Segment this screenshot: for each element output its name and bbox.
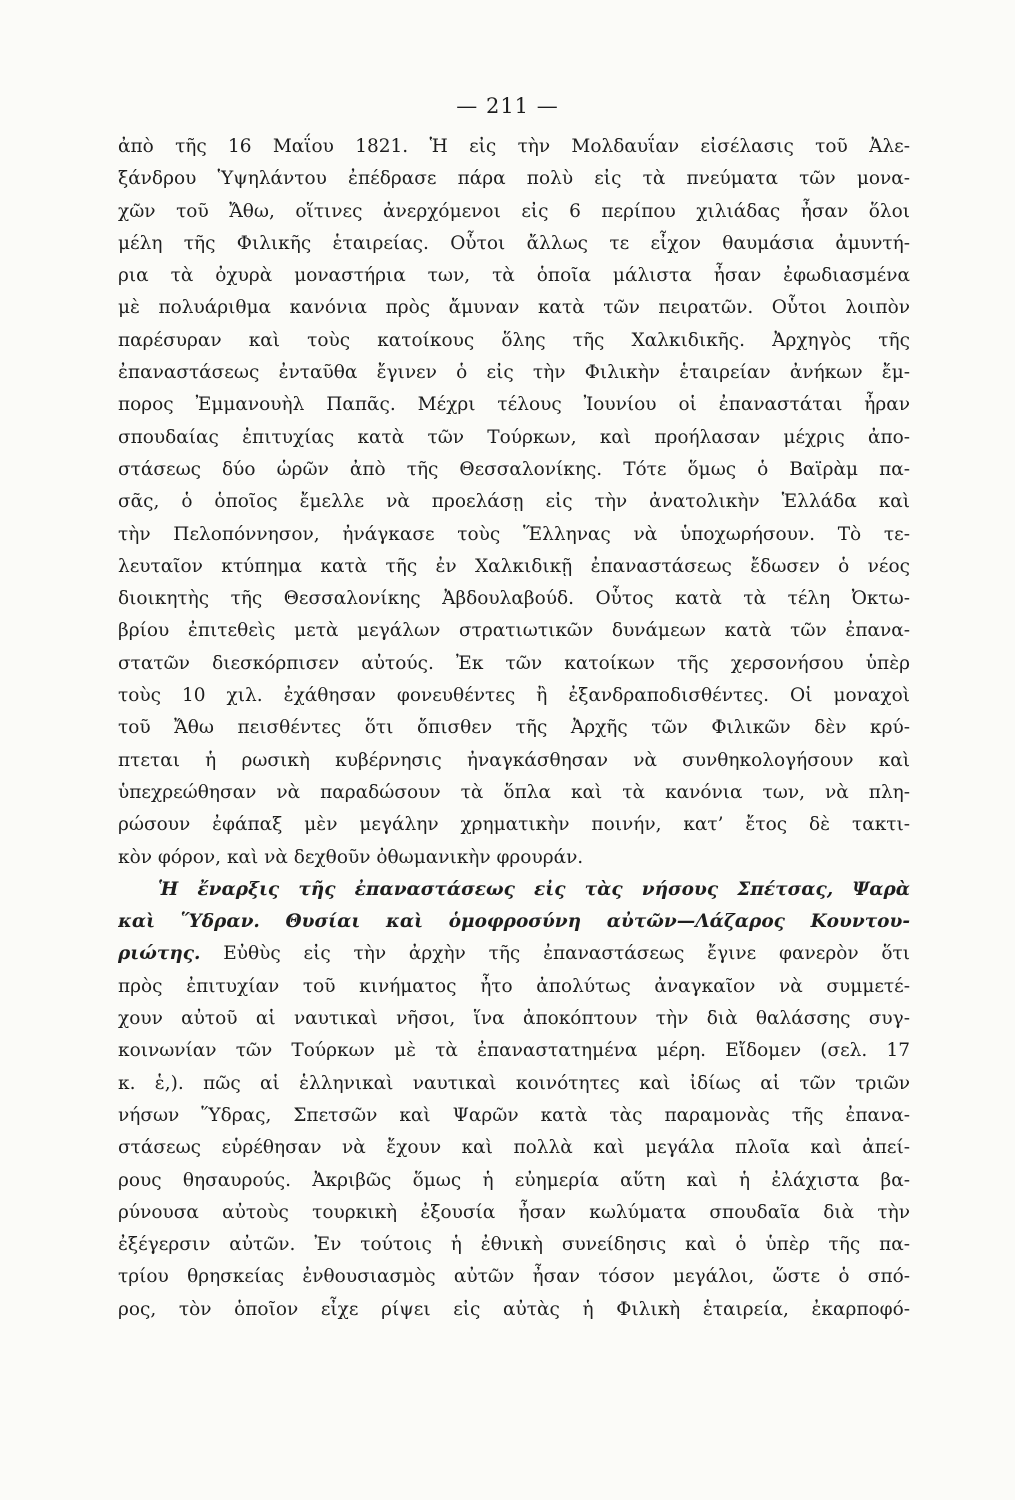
text-line: στάσεως δύο ὡρῶν ἀπὸ τῆς Θεσσαλονίκης. Τότε ὅμως ὁ Βαϊρὰμ πα- (118, 458, 910, 480)
page-number: — 211 — (456, 94, 559, 118)
text-line: ξάνδρου Ὑψηλάντου ἐπέδρασε πάρα πολὺ εἰς τὰ πνεύματα τῶν μονα- (118, 168, 910, 190)
text-line: σπουδαίας ἐπιτυχίας κατὰ τῶν Τούρκων, καὶ προήλασαν μέχρις ἀπο- (118, 426, 910, 448)
text-line: νήσων Ὕδρας, Σπετσῶν καὶ Ψαρῶν κατὰ τὰς παραμονὰς τῆς ἐπανα- (118, 1104, 910, 1126)
text-line: ρος, τὸν ὁποῖον εἶχε ρίψει εἰς αὐτὰς ἡ Φιλικὴ ἑταιρεία, ἐκαρποφό- (118, 1298, 910, 1320)
text-line: κὸν φόρον, καὶ νὰ δεχθοῦν ὀθωμανικὴν φρουράν. (118, 846, 584, 868)
text-line: τοὺς 10 χιλ. ἐχάθησαν φονευθέντες ἢ ἐξανδραποδισθέντες. Οἱ μοναχοὶ (118, 685, 910, 707)
text-line: ἀπὸ τῆς 16 Μαΐου 1821. Ἡ εἰς τὴν Μολδαυΐαν εἰσέλασις τοῦ Ἀλε- (118, 136, 910, 157)
text-line: διοικητὴς τῆς Θεσσαλονίκης Ἀβδουλαβούδ. Οὗτος κατὰ τὰ τέλη Ὀκτω- (118, 588, 910, 610)
paragraph-1 (118, 131, 910, 874)
section-heading: καὶ Ὕδραν. Θυσίαι καὶ ὁμοφροσύνη αὐτῶν—Λάζαρος Κουντου- (118, 911, 910, 933)
text-line: ἐξέγερσιν αὐτῶν. Ἐν τούτοις ἡ ἐθνικὴ συνείδησις καὶ ὁ ὑπὲρ τῆς πα- (118, 1234, 910, 1256)
text-line: λευταῖον κτύπημα κατὰ τῆς ἐν Χαλκιδικῇ ἐπαναστάσεως ἔδωσεν ὁ νέος (118, 555, 910, 577)
text-line: σᾶς, ὁ ὁποῖος ἔμελλε νὰ προελάσῃ εἰς τὴν ἀνατολικὴν Ἑλλάδα καὶ (118, 491, 910, 513)
text-line: ὑπεχρεώθησαν νὰ παραδώσουν τὰ ὅπλα καὶ τὰ κανόνια των, νὰ πλη- (118, 781, 910, 803)
text-line: βρίου ἐπιτεθεὶς μετὰ μεγάλων στρατιωτικῶν δυνάμεων κατὰ τῶν ἐπανα- (118, 620, 910, 642)
text-line: χουν αὐτοῦ αἱ ναυτικαὶ νῆσοι, ἵνα ἀποκόπτουν τὴν διὰ θαλάσσης συγ- (118, 1008, 910, 1030)
section-heading-end: ριώτης. (118, 943, 201, 965)
text-line: ρύνουσα αὐτοὺς τουρκικὴ ἐξουσία ἦσαν κωλύματα σπουδαῖα διὰ τὴν (118, 1201, 910, 1223)
text-line: ρια τὰ ὀχυρὰ μοναστήρια των, τὰ ὁποῖα μάλιστα ἦσαν ἐφωδιασμένα (118, 265, 910, 287)
text-line: στάσεως εὑρέθησαν νὰ ἔχουν καὶ πολλὰ καὶ μεγάλα πλοῖα καὶ ἀπεί- (118, 1137, 910, 1159)
text-line: τρίου θρησκείας ἐνθουσιασμὸς αὐτῶν ἦσαν τόσον μεγάλοι, ὥστε ὁ σπό- (118, 1266, 910, 1288)
section-2 (118, 874, 910, 1326)
text-line: ἐπαναστάσεως ἐνταῦθα ἔγινεν ὁ εἰς τὴν Φιλικὴν ἑταιρείαν ἀνήκων ἔμ- (118, 362, 910, 384)
text-line: πορος Ἐμμανουὴλ Παπᾶς. Μέχρι τέλους Ἰουνίου οἱ ἐπαναστάται ἦραν (118, 394, 910, 416)
text-line: ρους θησαυρούς. Ἀκριβῶς ὅμως ἡ εὐημερία αὕτη καὶ ἡ ἐλάχιστα βα- (118, 1169, 910, 1191)
text-line: ρώσουν ἐφάπαξ μὲν μεγάλην χρηματικὴν ποινήν, κατ’ ἔτος δὲ τακτι- (118, 814, 910, 836)
section-heading: Ἡ ἔναρξις τῆς ἐπαναστάσεως εἰς τὰς νήσους Σπέτσας, Ψαρὰ (158, 878, 910, 900)
text-line: στατῶν διεσκόρπισεν αὐτούς. Ἐκ τῶν κατοίκων τῆς χερσονήσου ὑπὲρ (118, 652, 910, 674)
text-line: κ. ἑ,). πῶς αἱ ἑλληνικαὶ ναυτικαὶ κοινότητες καὶ ἰδίως αἱ τῶν τριῶν (118, 1072, 910, 1094)
text-line: πτεται ἡ ρωσικὴ κυβέρνησις ἠναγκάσθησαν νὰ συνθηκολογήσουν καὶ (118, 749, 910, 771)
text-line: τοῦ Ἄθω πεισθέντες ὅτι ὄπισθεν τῆς Ἀρχῆς τῶν Φιλικῶν δὲν κρύ- (118, 717, 910, 739)
text-line: μὲ πολυάριθμα κανόνια πρὸς ἄμυναν κατὰ τῶν πειρατῶν. Οὗτοι λοιπὸν (118, 297, 910, 319)
text-line: χῶν τοῦ Ἄθω, οἵτινες ἀνερχόμενοι εἰς 6 περίπου χιλιάδας ἦσαν ὅλοι (118, 200, 910, 222)
text-line: κοινωνίαν τῶν Τούρκων μὲ τὰ ἐπαναστατημένα μέρη. Εἴδομεν (σελ. 17 (118, 1040, 910, 1062)
text-line: πρὸς ἐπιτυχίαν τοῦ κινήματος ἦτο ἀπολύτως ἀναγκαῖον νὰ συμμετέ- (118, 975, 910, 997)
text-line: μέλη τῆς Φιλικῆς ἑταιρείας. Οὗτοι ἄλλως τε εἶχον θαυμάσια ἀμυντή- (118, 232, 910, 254)
text-line (118, 938, 910, 970)
paragraph-2-start: Εὐθὺς εἰς τὴν ἀρχὴν τῆς ἐπαναστάσεως ἔγινε φανερὸν ὅτι (200, 943, 910, 965)
text-line: τὴν Πελοπόννησον, ἠνάγκασε τοὺς Ἕλληνας νὰ ὑποχωρήσουν. Τὸ τε- (118, 523, 910, 545)
text-line: παρέσυραν καὶ τοὺς κατοίκους ὅλης τῆς Χαλκιδικῆς. Ἀρχηγὸς τῆς (118, 329, 910, 351)
body-text (118, 131, 910, 1326)
